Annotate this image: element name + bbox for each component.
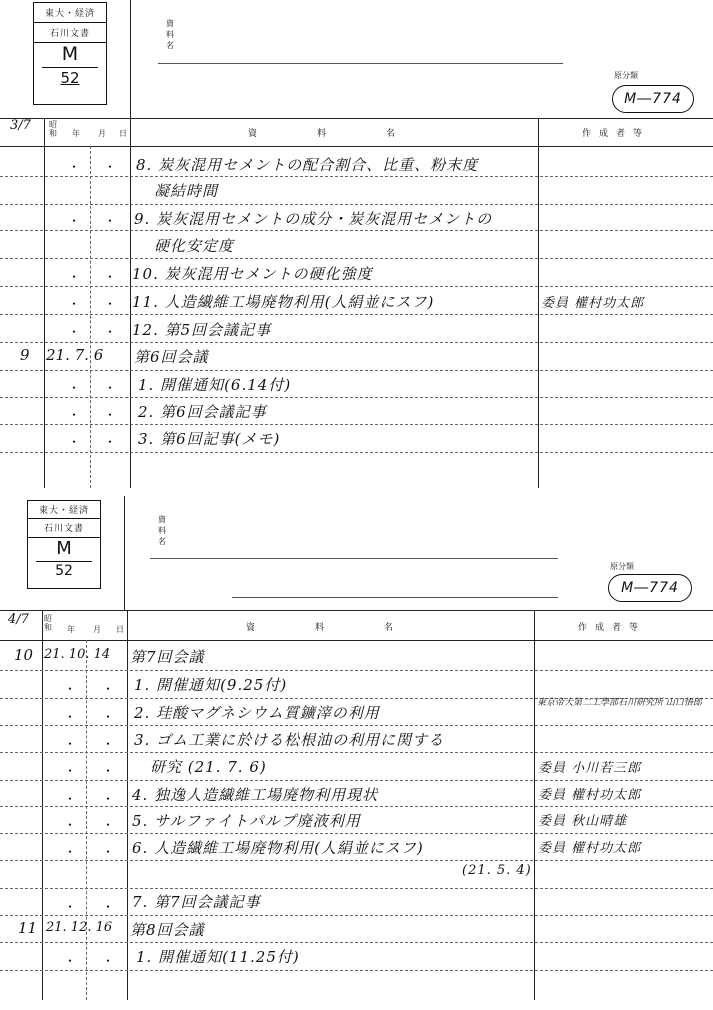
stamp-number: 52 [60, 69, 80, 87]
title-label: 資料名 [166, 19, 174, 50]
title-label: 資料名 [158, 515, 166, 546]
header-month: 月 [98, 129, 106, 138]
classification-label: 原分類 [610, 562, 634, 571]
entry-title: 第8回会議 [130, 921, 205, 939]
header-month: 月 [93, 625, 101, 634]
stamp-letter: M [61, 43, 79, 65]
stamp-number: 52 [55, 563, 73, 579]
sheet-mark: 3/7 [10, 118, 31, 133]
entry-title: 第7回会議 [130, 648, 205, 666]
entry-title: 1. 開催通知(11.25付) [136, 948, 300, 966]
entry-title: 1. 開催通知(9.25付) [134, 676, 288, 694]
entry-title: 11. 人造繊維工場廃物利用(人絹並にスフ) [132, 293, 435, 311]
entry-no: 9 [20, 346, 30, 364]
entry-title: 7. 第7回会議記事 [132, 893, 261, 911]
entry-title: 2. 第6回会議記事 [138, 403, 267, 421]
entry-title: 硬化安定度 [154, 237, 235, 255]
entry-title: 2. 珪酸マグネシウム質鑛滓の利用 [134, 704, 380, 722]
header-material-name: 資料名 [248, 129, 456, 139]
entry-date: 21. 7. 6 [46, 346, 104, 364]
header-material-name: 資料名 [246, 623, 454, 633]
entry-title: 研究 (21. 7. 6) [150, 758, 267, 776]
header-era: 昭和 [49, 120, 57, 138]
entry-title: 10. 炭灰混用セメントの硬化強度 [132, 265, 373, 283]
archive-stamp [33, 2, 107, 105]
entry-title: 6. 人造繊維工場廃物利用(人絹並にスフ) [132, 839, 424, 857]
classification-code: M―774 [612, 85, 694, 113]
sheet-mark: 4/7 [8, 612, 29, 627]
header-creator: 作成者等 [582, 129, 651, 139]
entry-title: 3. 第6回記事(メモ) [138, 430, 281, 448]
entry-creator: 委員 小川若三郎 [538, 761, 642, 776]
stamp-letter: M [56, 538, 72, 559]
stamp-line1: 東大・経済 [44, 9, 95, 19]
entry-title: 凝結時間 [154, 182, 219, 200]
stamp-line1: 東大・経済 [38, 506, 89, 516]
stamp-line2: 石川文書 [49, 29, 90, 39]
entry-title: 9. 炭灰混用セメントの成分・炭灰混用セメントの [134, 210, 493, 228]
header-year: 年 [72, 129, 80, 138]
header-day: 日 [116, 625, 124, 634]
entry-creator: 委員 權村功太郎 [538, 841, 642, 856]
entry-title: 8. 炭灰混用セメントの配合割合、比重、粉末度 [136, 156, 479, 174]
entry-date: 21. 10. 14 [44, 647, 111, 662]
entry-creator: 東京帝大第二工學部石川研究所 山口悟郎 [537, 698, 702, 708]
classification-code: M―774 [608, 574, 692, 602]
entry-title: 5. サルファイトパルプ廃液利用 [132, 812, 361, 830]
entry-creator: 委員 權村功太郎 [541, 296, 645, 311]
entry-creator: 委員 權村功太郎 [538, 788, 642, 803]
entry-creator: 委員 秋山晴雄 [538, 814, 628, 829]
entry-no: 11 [18, 919, 38, 937]
header-creator: 作成者等 [578, 623, 647, 633]
entry-title: 3. ゴム工業に於ける松根油の利用に関する [134, 731, 445, 749]
classification-label: 原分類 [614, 71, 638, 80]
entry-title: (21. 5. 4) [462, 863, 532, 878]
header-day: 日 [119, 129, 127, 138]
entry-title: 12. 第5回会議記事 [132, 321, 272, 339]
stamp-line2: 石川文書 [43, 524, 84, 534]
entry-title: 第6回会議 [134, 348, 209, 366]
header-year: 年 [67, 625, 75, 634]
entry-date: 21. 12. 16 [46, 920, 113, 935]
entry-no: 10 [14, 646, 34, 664]
archive-stamp [27, 500, 101, 589]
header-era: 昭和 [44, 614, 52, 632]
entry-title: 4. 独逸人造繊維工場廃物利用現状 [132, 786, 379, 804]
entry-title: 1. 開催通知(6.14付) [138, 376, 292, 394]
